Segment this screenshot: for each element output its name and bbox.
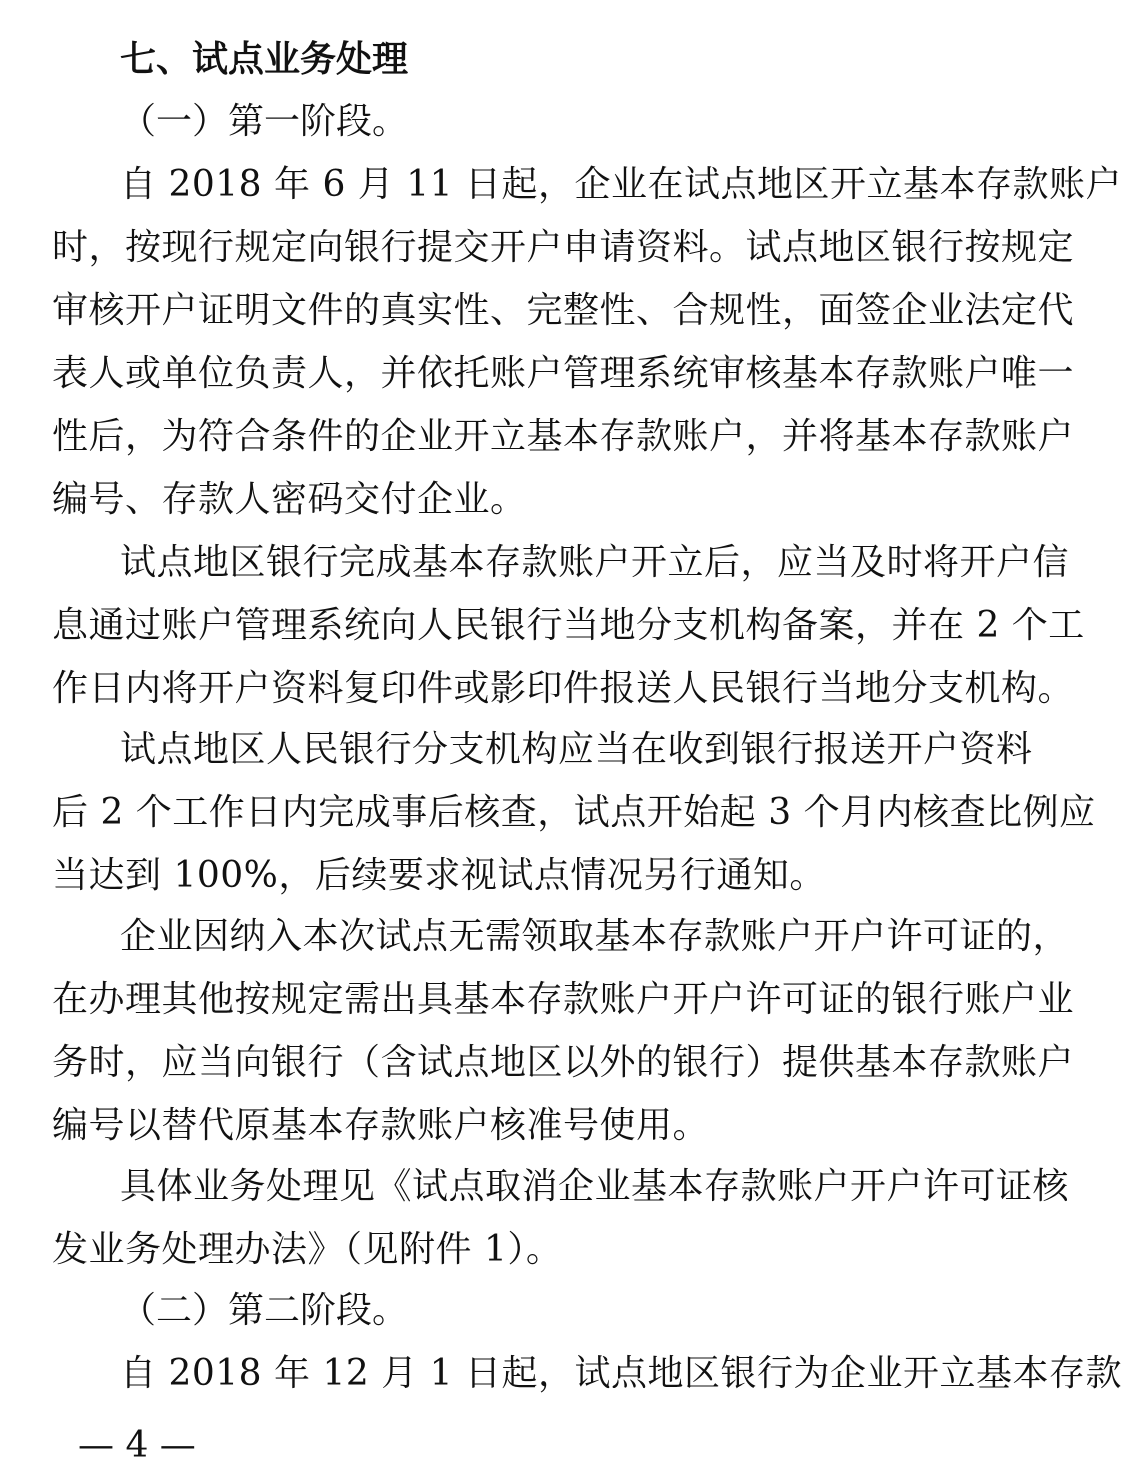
section-heading: 七、试点业务处理 (120, 39, 409, 80)
page-number: — 4 — (78, 1425, 196, 1466)
paragraph-line: 发业务处理办法》（见附件 1）。 (52, 1229, 563, 1270)
paragraph-line: 务时，应当向银行（含试点地区以外的银行）提供基本存款账户 (52, 1042, 1075, 1083)
paragraph-line: 审核开户证明文件的真实性、完整性、合规性，面签企业法定代 (52, 290, 1075, 331)
paragraph-line: 在办理其他按规定需出具基本存款账户开户许可证的银行账户业 (52, 979, 1075, 1020)
paragraph-line: 试点地区人民银行分支机构应当在收到银行报送开户资料 (120, 729, 1033, 770)
paragraph-line: 具体业务处理见《试点取消企业基本存款账户开户许可证核 (120, 1166, 1070, 1207)
paragraph-line: 时，按现行规定向银行提交开户申请资料。试点地区银行按规定 (52, 227, 1075, 268)
paragraph-line: 自 2018 年 12 月 1 日起，试点地区银行为企业开立基本存款 (120, 1353, 1122, 1394)
paragraph-line: 自 2018 年 6 月 11 日起，企业在试点地区开立基本存款账户 (120, 164, 1122, 205)
paragraph-line: 后 2 个工作日内完成事后核查，试点开始起 3 个月内核查比例应 (52, 792, 1096, 833)
paragraph-line: 企业因纳入本次试点无需领取基本存款账户开户许可证的， (120, 916, 1070, 957)
paragraph-line: 作日内将开户资料复印件或影印件报送人民银行当地分支机构。 (52, 668, 1075, 709)
paragraph-line: 编号、存款人密码交付企业。 (52, 479, 527, 520)
paragraph-line: 性后，为符合条件的企业开立基本存款账户，并将基本存款账户 (52, 416, 1075, 457)
paragraph-line: 试点地区银行完成基本存款账户开立后，应当及时将开户信 (120, 542, 1070, 583)
paragraph-line: 当达到 100%，后续要求视试点情况另行通知。 (52, 855, 826, 896)
stage1-title: （一）第一阶段。 (120, 101, 409, 142)
stage2-title: （二）第二阶段。 (120, 1290, 409, 1331)
paragraph-line: 息通过账户管理系统向人民银行当地分支机构备案，并在 2 个工 (52, 605, 1085, 646)
paragraph-line: 编号以替代原基本存款账户核准号使用。 (52, 1105, 710, 1146)
paragraph-line: 表人或单位负责人，并依托账户管理系统审核基本存款账户唯一 (52, 353, 1075, 394)
